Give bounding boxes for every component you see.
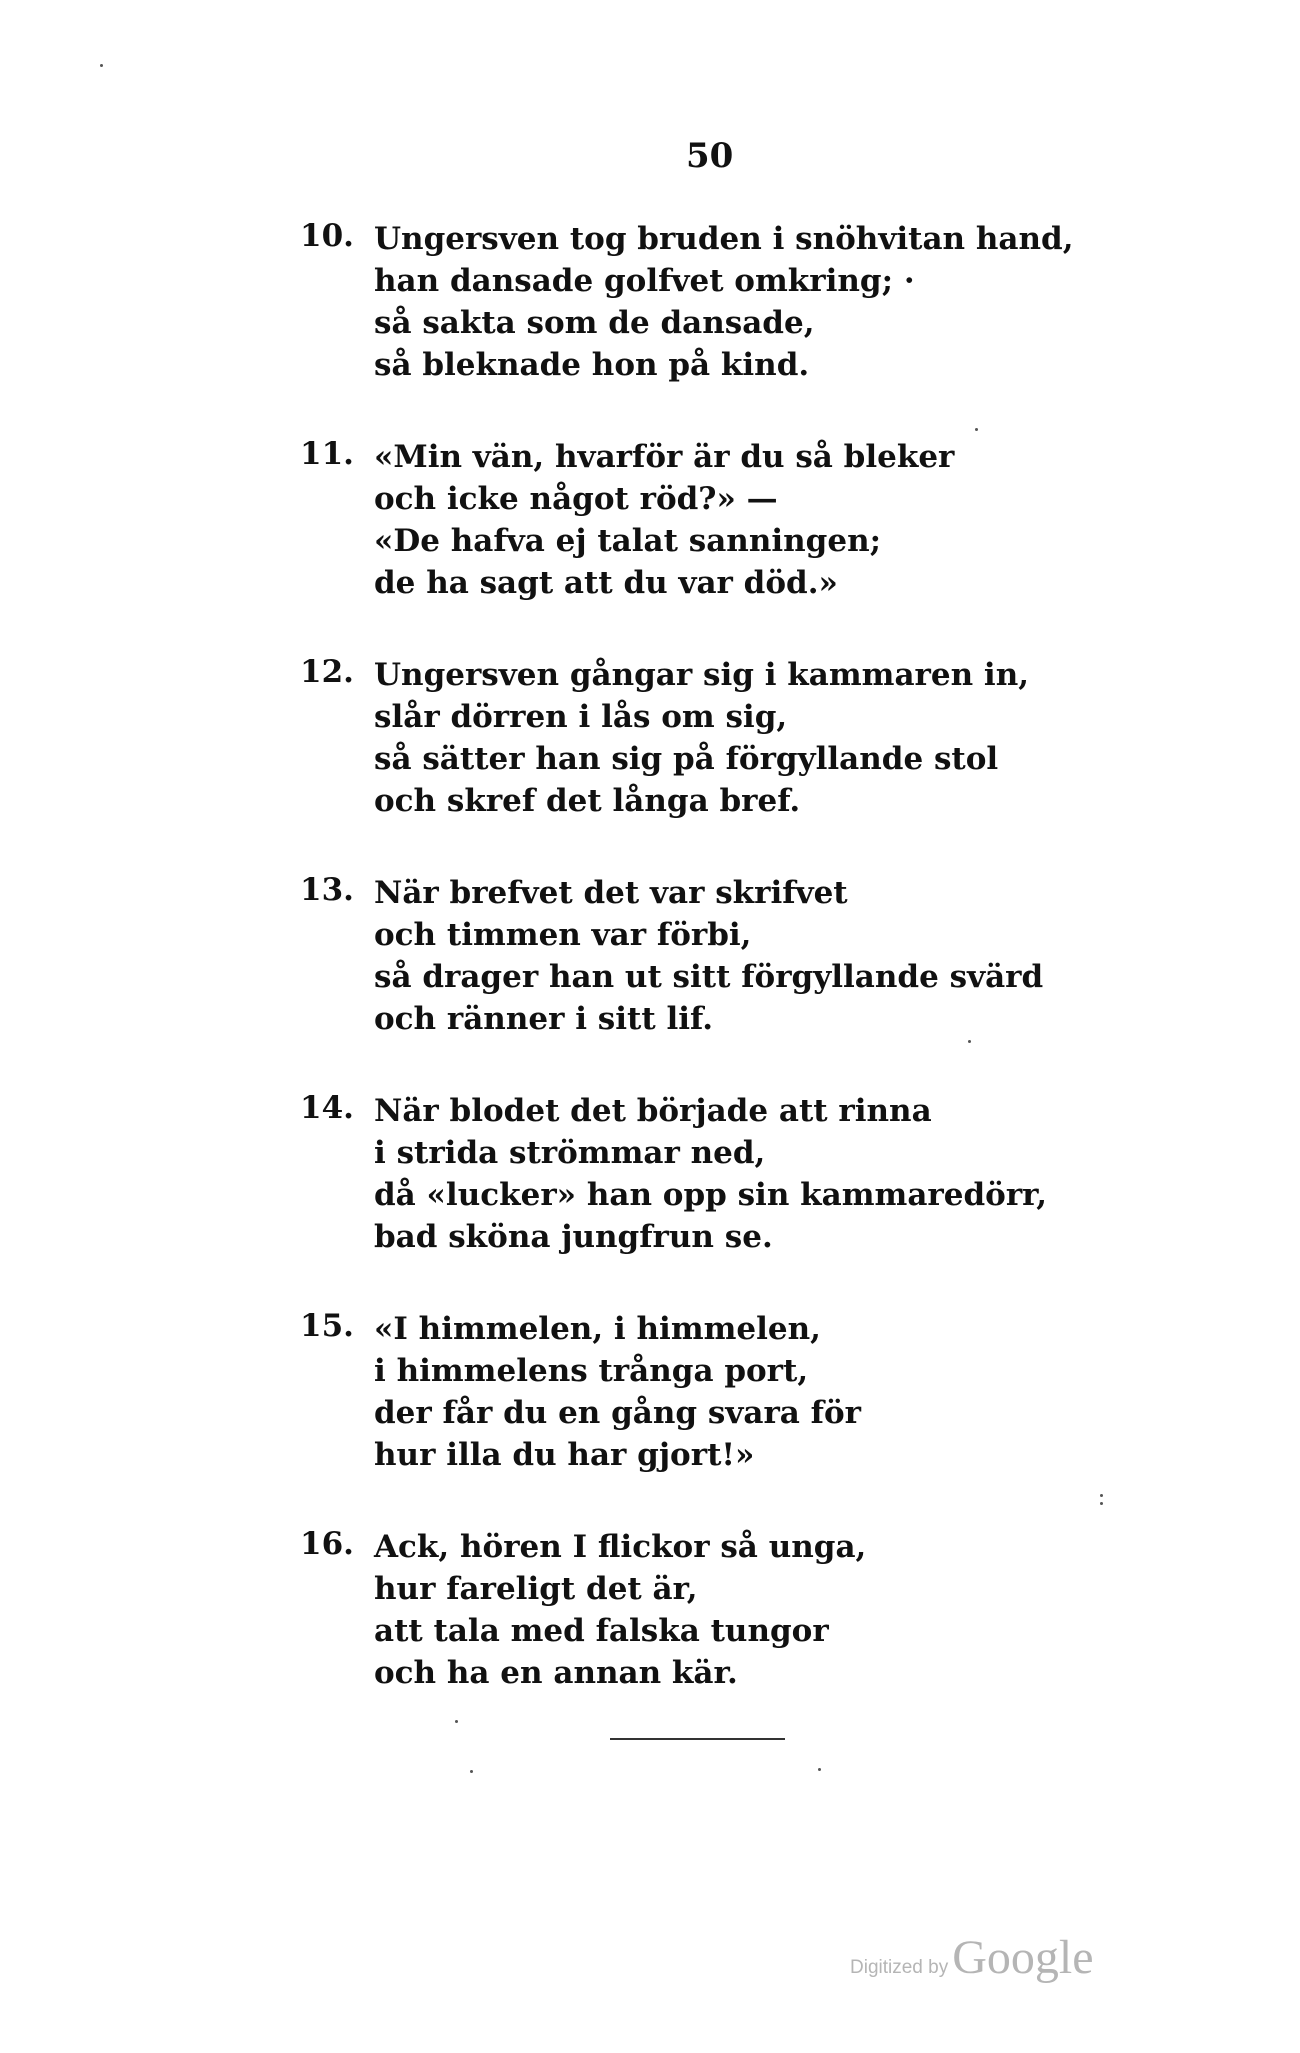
- stanza: [300, 872, 1060, 1040]
- section-divider: [610, 1738, 785, 1740]
- verse-line: och skref det långa bref.: [374, 783, 801, 819]
- digitized-watermark: [850, 1930, 1094, 1985]
- verse-line: och ränner i sitt lif.: [374, 1001, 714, 1037]
- verse-line: «De hafva ej talat sanningen;: [374, 523, 882, 559]
- page-number: 50: [686, 136, 734, 176]
- scan-speck: [975, 428, 978, 431]
- stanza: [300, 654, 1060, 822]
- verse-line: slår dörren i lås om sig,: [374, 699, 788, 735]
- scan-speck: [1100, 1502, 1103, 1505]
- stanza-lines: [374, 654, 1060, 822]
- verse-line: När brefvet det var skrifvet: [374, 875, 848, 911]
- stanza-lines: [374, 1308, 1060, 1476]
- stanza-number: 15.: [300, 1308, 354, 1344]
- stanza-number: 10.: [300, 218, 354, 254]
- stanza-number: 13.: [300, 872, 354, 908]
- stanza-lines: [374, 436, 1060, 604]
- scan-speck: [968, 1040, 971, 1043]
- stanza: [300, 1090, 1060, 1258]
- stanza-lines: [374, 1090, 1060, 1258]
- scan-speck: [818, 1768, 821, 1771]
- scan-speck: [1100, 1494, 1103, 1497]
- verse-line: de ha sagt att du var död.»: [374, 565, 838, 601]
- verse-line: hur fareligt det är,: [374, 1571, 698, 1607]
- verse-line: och icke något röd?» —: [374, 481, 778, 517]
- stanza: [300, 218, 1074, 386]
- verse-line: så sätter han sig på förgyllande stol: [374, 741, 999, 777]
- stanza-number: 11.: [300, 436, 354, 472]
- stanza-number: 12.: [300, 654, 354, 690]
- verse-line: och ha en annan kär.: [374, 1655, 738, 1691]
- scan-speck: [470, 1770, 473, 1773]
- stanza: [300, 1526, 1060, 1694]
- stanza-number: 14.: [300, 1090, 354, 1126]
- scan-speck: [455, 1720, 458, 1723]
- stanza: [300, 1308, 1060, 1476]
- stanza-lines: [374, 872, 1060, 1040]
- scan-speck: [100, 64, 103, 67]
- verse-line: bad sköna jungfrun se.: [374, 1219, 773, 1255]
- verse-line: i strida strömmar ned,: [374, 1135, 766, 1171]
- verse-line: «I himmelen, i himmelen,: [374, 1311, 821, 1347]
- verse-line: i himmelens trånga port,: [374, 1353, 809, 1389]
- watermark-brand: Google: [952, 1931, 1094, 1984]
- verse-line: så drager han ut sitt förgyllande svärd: [374, 959, 1044, 995]
- verse-line: der får du en gång svara för: [374, 1395, 862, 1431]
- verse-line: Ack, hören I flickor så unga,: [374, 1529, 867, 1565]
- verse-line: När blodet det började att rinna: [374, 1093, 932, 1129]
- verse-line: så sakta som de dansade,: [374, 305, 815, 341]
- stanza-lines: [374, 1526, 1060, 1694]
- stanza-number: 16.: [300, 1526, 354, 1562]
- stanza-lines: [374, 218, 1074, 386]
- verse-line: hur illa du har gjort!»: [374, 1437, 755, 1473]
- verse-line: Ungersven tog bruden i snöhvitan hand,: [374, 221, 1074, 257]
- verse-line: Ungersven gångar sig i kammaren in,: [374, 657, 1030, 693]
- stanza: [300, 436, 1060, 604]
- poem: [300, 218, 1074, 1744]
- verse-line: «Min vän, hvarför är du så bleker: [374, 439, 955, 475]
- verse-line: att tala med falska tungor: [374, 1613, 829, 1649]
- verse-line: då «lucker» han opp sin kammaredörr,: [374, 1177, 1048, 1213]
- verse-line: han dansade golfvet omkring; ·: [374, 263, 915, 299]
- watermark-prefix: Digitized by: [850, 1957, 949, 1978]
- verse-line: och timmen var förbi,: [374, 917, 752, 953]
- verse-line: så bleknade hon på kind.: [374, 347, 810, 383]
